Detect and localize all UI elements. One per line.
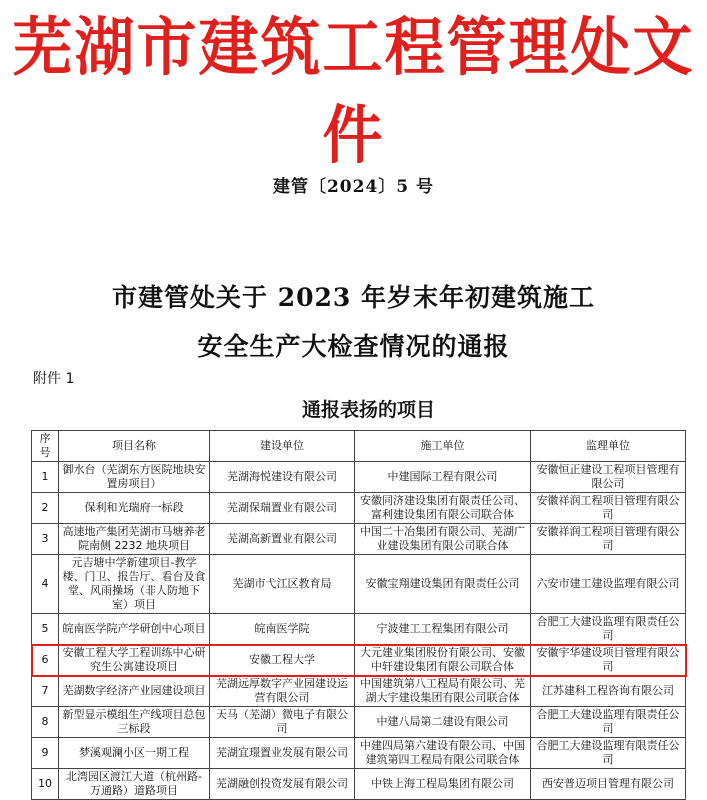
notice-title-line-2: 安全生产大检查情况的通报 (197, 332, 510, 361)
cell-contractor: 中国建筑第八工程局有限公司、芜湖大宇建设集团有限公司联合体 (355, 676, 531, 707)
cell-owner: 芜湖融创投资发展有限公司 (210, 769, 355, 800)
cell-contractor: 中国二十冶集团有限公司、芜湖广业建设集团有限公司联合体 (355, 524, 531, 555)
cell-no: 3 (32, 524, 59, 555)
cell-project: 御水台（芜湖东方医院地块安置房项目） (59, 462, 210, 493)
cell-no: 10 (32, 769, 59, 800)
cell-no: 1 (32, 462, 59, 493)
cell-supervisor: 合肥工大建设监理有限责任公司 (531, 707, 686, 738)
cell-contractor: 安徽宝翔建设集团有限责任公司 (355, 555, 531, 614)
cell-no: 5 (32, 614, 59, 645)
cell-project: 芜湖数字经济产业园建设项目 (59, 676, 210, 707)
cell-owner: 芜湖高新置业有限公司 (210, 524, 355, 555)
cell-contractor: 中建国际工程有限公司 (355, 462, 531, 493)
header-project: 项目名称 (59, 431, 210, 462)
cell-project: 安徽工程大学工程训练中心研究生公寓建设项目 (59, 645, 210, 676)
masthead-title: 芜湖市建筑工程管理处文件 (12, 11, 695, 173)
cell-supervisor: 六安市建工建设监理有限公司 (531, 555, 686, 614)
cell-owner: 安徽工程大学 (210, 645, 355, 676)
commendation-table (31, 430, 686, 800)
cell-supervisor: 安徽祥润工程项目管理有限公司 (531, 524, 686, 555)
cell-contractor: 中铁上海工程局集团有限公司 (355, 769, 531, 800)
cell-supervisor: 安徽恒正建设工程项目管理有限公司 (531, 462, 686, 493)
header-supervisor: 监理单位 (531, 431, 686, 462)
table-row (32, 769, 686, 800)
cell-project: 保利和光瑞府一标段 (59, 493, 210, 524)
cell-owner: 芜湖市弋江区教育局 (210, 555, 355, 614)
cell-owner: 芜湖宜璟置业发展有限公司 (210, 738, 355, 769)
attachment-label: 附件 1 (33, 371, 75, 387)
cell-owner: 芜湖海悦建设有限公司 (210, 462, 355, 493)
cell-no: 2 (32, 493, 59, 524)
cell-contractor: 大元建业集团股份有限公司、安徽中轩建设集团有限公司联合体 (355, 645, 531, 676)
table-title: 通报表扬的项目 (301, 399, 435, 421)
table-header-row (32, 431, 686, 462)
cell-owner: 天马（芜湖）微电子有限公司 (210, 707, 355, 738)
header-owner: 建设单位 (210, 431, 355, 462)
cell-contractor: 中建四局第六建设有限公司、中国建筑第四工程局有限公司联合体 (355, 738, 531, 769)
cell-no: 6 (32, 645, 59, 676)
cell-supervisor: 合肥工大建设监理有限责任公司 (531, 738, 686, 769)
cell-no: 4 (32, 555, 59, 614)
cell-no: 8 (32, 707, 59, 738)
cell-no: 9 (32, 738, 59, 769)
cell-project: 高速地产集团芜湖市马塘养老院南侧 2232 地块项目 (59, 524, 210, 555)
table-row (32, 676, 686, 707)
table-row (32, 493, 686, 524)
table-row (32, 462, 686, 493)
cell-contractor: 中建八局第二建设有限公司 (355, 707, 531, 738)
cell-supervisor: 安徽宇华建设项目管理有限公司 (531, 645, 686, 676)
table-row (32, 555, 686, 614)
cell-contractor: 宁波建工工程集团有限公司 (355, 614, 531, 645)
cell-project: 新型显示模组生产线项目总包三标段 (59, 707, 210, 738)
cell-owner: 芜湖远厚数字产业园建设运营有限公司 (210, 676, 355, 707)
cell-project: 元吉塘中学新建项目-教学楼、门卫、报告厅、看台及食堂、风雨操场（非人防地下室）项目 (59, 555, 210, 614)
notice-title-line-1: 市建管处关于 2023 年岁末年初建筑施工 (112, 283, 595, 312)
cell-project: 皖南医学院产学研创中心项目 (59, 614, 210, 645)
table-row (32, 614, 686, 645)
table-row (32, 707, 686, 738)
table-row-highlighted (32, 645, 686, 676)
cell-supervisor: 江苏建科工程咨询有限公司 (531, 676, 686, 707)
cell-project: 北湾园区渡江大道（杭州路-万通路）道路项目 (59, 769, 210, 800)
cell-project: 梦溪观澜小区一期工程 (59, 738, 210, 769)
header-contractor: 施工单位 (355, 431, 531, 462)
document-number: 建管〔2024〕5 号 (272, 177, 435, 197)
cell-owner: 皖南医学院 (210, 614, 355, 645)
table-row (32, 524, 686, 555)
header-no: 序号 (32, 431, 59, 462)
cell-supervisor: 安徽祥润工程项目管理有限公司 (531, 493, 686, 524)
cell-no: 7 (32, 676, 59, 707)
table-row (32, 738, 686, 769)
cell-owner: 芜湖保瑞置业有限公司 (210, 493, 355, 524)
cell-supervisor: 西安普迈项目管理有限公司 (531, 769, 686, 800)
cell-supervisor: 合肥工大建设监理有限责任公司 (531, 614, 686, 645)
cell-contractor: 安徽同济建设集团有限责任公司、富利建设集团有限公司联合体 (355, 493, 531, 524)
